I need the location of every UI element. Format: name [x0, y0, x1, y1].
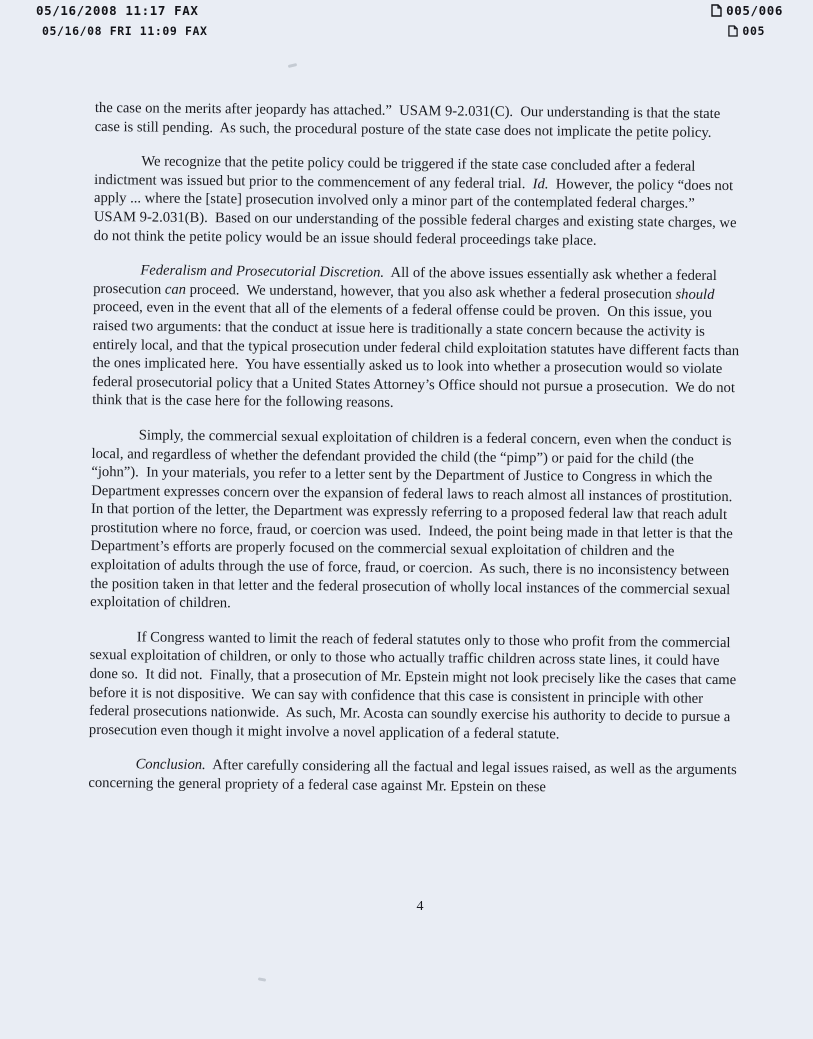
document-body — [88, 99, 745, 815]
fax-page-count-1: 005/006 — [726, 3, 783, 18]
fax-header-right-1 — [711, 3, 783, 18]
paragraph-italic-segment: Id. — [532, 175, 549, 193]
fax-header-line-1 — [36, 3, 783, 18]
paragraph-segment: After carefully considering all the factual and legal issues raised, as well as the arguments concerning the general propriety of a federal case against Mr. Epstein on these — [88, 757, 741, 796]
paragraph-segment: proceed. We understand, however, that you also ask whether a federal prosecution — [185, 281, 676, 303]
paragraph-segment: All of the above issues essentially ask whether a federal prosecution — [93, 264, 721, 298]
paragraph-italic-segment: should — [675, 286, 715, 303]
paragraph-segment: Simply, the commercial sexual exploitation of children is a federal concern, even when the conduct is local, and regardless of whether the defendant provided the child (the “pimp”) or paid for the child (the “john”). In your materials, you refer to a letter sent by the Department of Justice to Congress in which the Department expresses concern over the expansion of federal laws to reach almost all instances of prostitution. In that portion of the letter, the Department was expressly referring to a proposed federal law that reach adult prostitution where no force, fraud, or coercion was used. Indeed, the point being made in that letter is that the Department’s efforts are properly focused on the commercial sexual exploitation of children and the exploitation of adults through the use of force, fraud, or coercion. As such, there is no inconsistency between the position taken in that letter and the federal prosecution of wholly local instances of the commercial sexual exploitation of children. — [90, 427, 740, 612]
fax-header-line-2 — [42, 24, 765, 38]
paragraph — [89, 628, 740, 746]
paragraph — [94, 152, 745, 251]
fax-timestamp-2: 05/16/08 FRI 11:09 FAX — [42, 24, 208, 38]
fax-timestamp-1: 05/16/2008 11:17 FAX — [36, 3, 199, 18]
paragraph-segment: proceed, even in the event that all of the elements of a federal offense could be proven. On this issue, you raised two arguments: that the conduct at issue here is traditionally a state concern because the activity is entirely local, and that the typical prosecution under federal child exploitation statutes have different facts than the ones implicated here. You have essentially asked us to look into whether a prosecution would so violate federal prosecutorial policy that a United States Attorney’s Office should not pursue a prosecution. We do not think that is the case here for the following reasons. — [92, 286, 743, 412]
paragraph-italic-segment: Federalism and Prosecutorial Discretion. — [140, 262, 385, 281]
scan-artifact — [288, 63, 297, 68]
paragraph — [95, 99, 745, 142]
page-number: 4 — [416, 899, 424, 914]
fax-page-icon — [711, 4, 722, 17]
paragraph-segment: If Congress wanted to limit the reach of federal statutes only to those who profit from the commercial sexual exploitation of children, or only to those who actually traffic children across state lines, it could have done so. It did not. Finally, that a prosecution of Mr. Epstein might not look precisely like the cases that came before it is not dispositive. We can say with confidence that this case is consistent in principle with other federal prosecutions nationwide. As such, Mr. Acosta can soundly exercise his authority to decide to pursue a prosecution even though it might involve a novel application of a federal statute. — [88, 629, 740, 743]
paragraph-italic-segment: Conclusion. — [135, 756, 206, 774]
paragraph — [92, 261, 743, 416]
paragraph-segment: However, the policy “does not apply ... where the [state] prosecution involved only a minor part of the contemplated federal charges.” USAM 9-2.031(B). Based on our understanding of the possible federal charges and existing state charges, we do not think the petite policy would be an issue should federal proceedings take place. — [93, 176, 741, 249]
paragraph-segment: We recognize that the petite policy could be triggered if the state case concluded after a federal indictment was issued but prior to the commencement of any federal trial. — [94, 153, 700, 192]
fax-header-right-2 — [728, 24, 765, 38]
scan-artifact — [258, 977, 266, 981]
paragraph-italic-segment: can — [164, 281, 187, 298]
paragraph — [88, 755, 741, 798]
paragraph-segment: the case on the merits after jeopardy has attached.” USAM 9-2.031(C). Our understanding is that the state case is still pending. As such, the procedural posture of the state case does not implicate the petite policy. — [94, 99, 724, 141]
fax-page-icon — [728, 25, 738, 37]
fax-page-count-2: 005 — [742, 24, 765, 38]
paragraph — [90, 426, 742, 618]
